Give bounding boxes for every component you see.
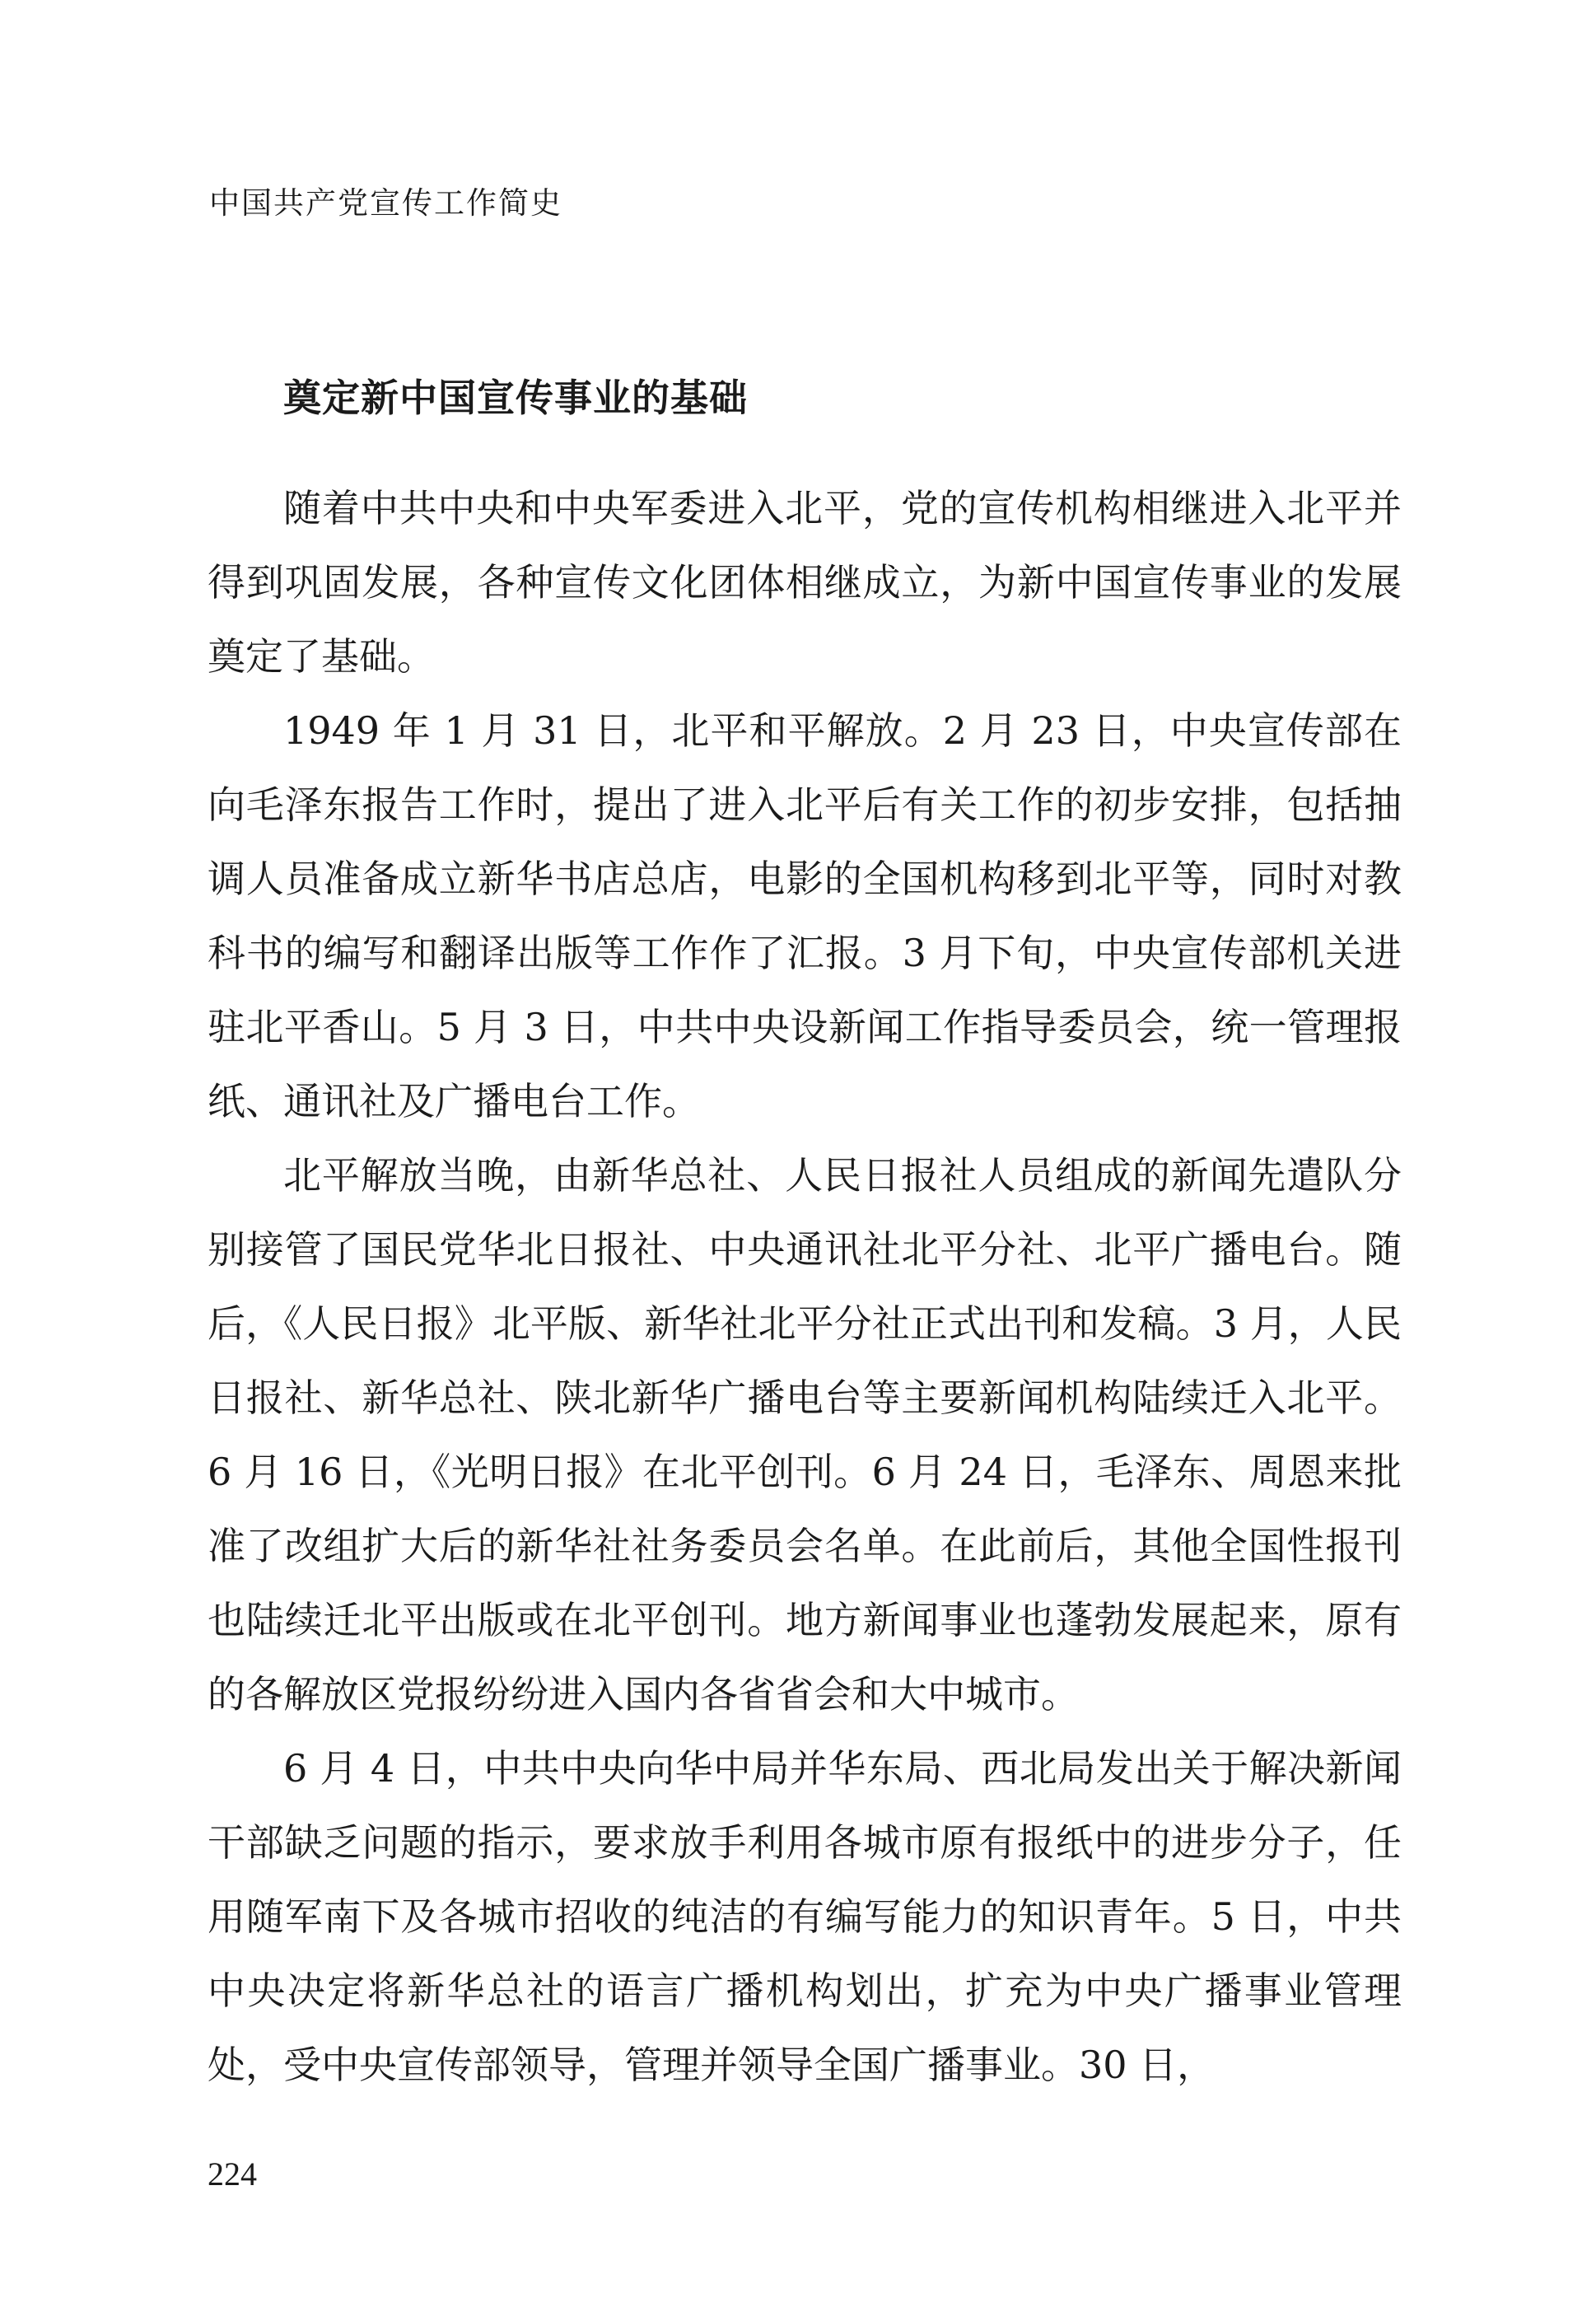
body-text: [208, 471, 1402, 2102]
running-header: 中国共产党宣传工作简史: [209, 185, 562, 221]
paragraph-1: 随着中共中央和中央军委进入北平，党的宣传机构相继进入北平并得到巩固发展，各种宣传文化团体相继成立，为新中国宣传事业的发展奠定了基础。: [208, 486, 1402, 679]
paragraph-3: 北平解放当晚，由新华总社、人民日报社人员组成的新闻先遣队分别接管了国民党华北日报社、中央通讯社北平分社、北平广播电台。随后，《人民日报》北平版、新华社北平分社正式出刊和发稿。3 月，人民日报社、新华总社、陕北新华广播电台等主要新闻机构陆续迁入北平。6 月 16 日，《光明日报》在北平创刊。6 月 24 日，毛泽东、周恩来批准了改组扩大后的新华社社务委员会名单。在此前后，其他全国性报刊也陆续迁北平出版或在北平创刊。地方新闻事业也蓬勃发展起来，原有的各解放区党报纷纷进入国内各省省会和大中城市。: [208, 1153, 1402, 1716]
page-number: 224: [208, 2155, 257, 2193]
paragraph-2: 1949 年 1 月 31 日，北平和平解放。2 月 23 日，中央宣传部在向毛泽东报告工作时，提出了进入北平后有关工作的初步安排，包括抽调人员准备成立新华书店总店，电影的全国机构移到北平等，同时对教科书的编写和翻译出版等工作作了汇报。3 月下旬，中央宣传部机关进驻北平香山。5 月 3 日，中共中央设新闻工作指导委员会，统一管理报纸、通讯社及广播电台工作。: [208, 708, 1402, 1123]
paragraph-4: 6 月 4 日，中共中央向华中局并华东局、西北局发出关于解决新闻干部缺乏问题的指示，要求放手利用各城市原有报纸中的进步分子，任用随军南下及各城市招收的纯洁的有编写能力的知识青年。5 日，中共中央决定将新华总社的语言广播机构划出，扩充为中央广播事业管理处，受中央宣传部领导，管理并领导全国广播事业。30 日，: [208, 1746, 1402, 2087]
section-heading: 奠定新中国宣传事业的基础: [283, 376, 748, 420]
